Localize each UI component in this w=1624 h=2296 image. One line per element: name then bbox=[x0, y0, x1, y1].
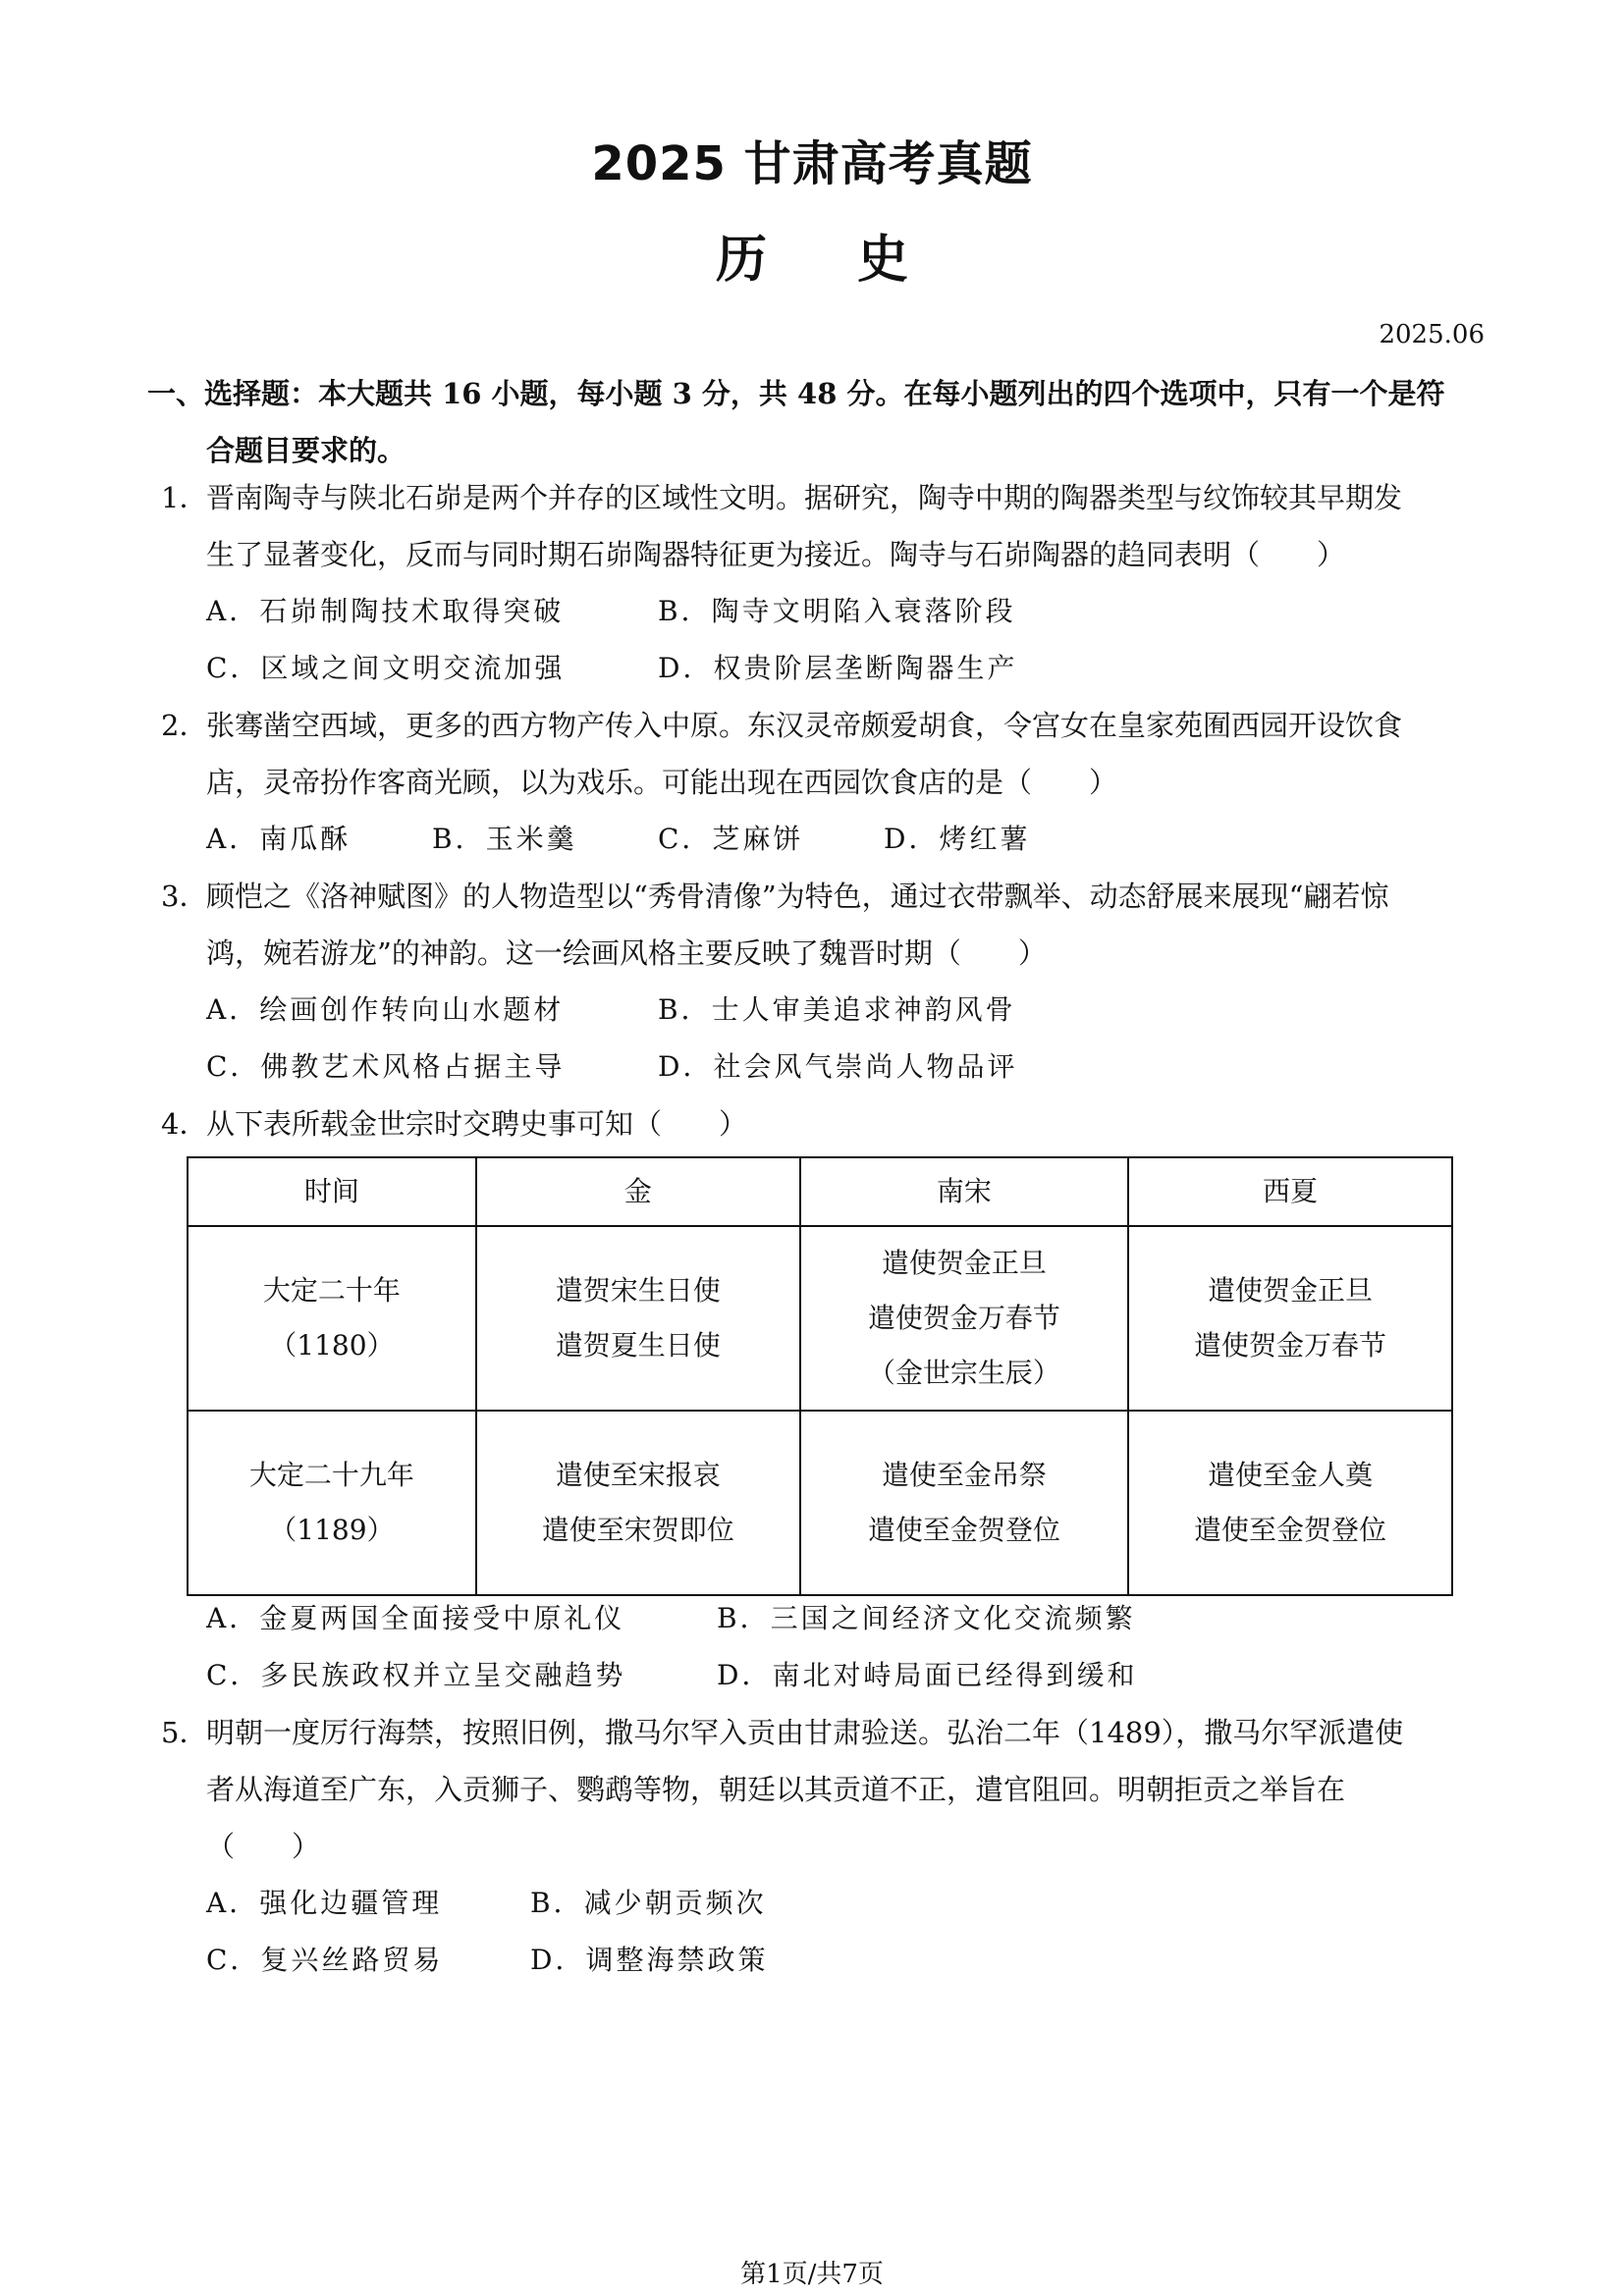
option-b: B．陶寺文明陷入衰落阶段 bbox=[658, 595, 1016, 627]
cell-line: 遣使至宋报哀 bbox=[555, 1459, 721, 1491]
question-text-line1: 晋南陶寺与陕北石峁是两个并存的区域性文明。据研究，陶寺中期的陶器类型与纹饰较其早期发 bbox=[206, 481, 1403, 514]
cell-line: 大定二十年 bbox=[262, 1274, 401, 1307]
cell-line: 遣使至宋贺即位 bbox=[541, 1514, 734, 1546]
question-2-options bbox=[206, 811, 1030, 868]
question-text-line2: 店，灵帝扮作客商光顾，以为戏乐。可能出现在西园饮食店的是（ ） bbox=[206, 766, 1118, 799]
question-text-line2: 鸿，婉若游龙”的神韵。这一绘画风格主要反映了魏晋时期（ ） bbox=[206, 936, 1047, 970]
question-1-options bbox=[206, 583, 1017, 697]
question-text-line2: 生了显著变化，反而与同时期石峁陶器特征更为接近。陶寺与石峁陶器的趋同表明（ ） bbox=[206, 538, 1346, 571]
question-3-options bbox=[206, 982, 1017, 1095]
question-2 bbox=[161, 697, 1496, 811]
question-5-options bbox=[206, 1875, 768, 1989]
table-row bbox=[188, 1226, 1452, 1411]
cell-line: 大定二十九年 bbox=[248, 1459, 414, 1491]
table-row bbox=[188, 1411, 1452, 1595]
question-number: 4． bbox=[161, 1107, 208, 1141]
question-text-line1: 明朝一度厉行海禁，按照旧例，撒马尔罕入贡由甘肃验送。弘治二年（1489），撒马尔罕派遣使 bbox=[206, 1716, 1404, 1749]
cell-line: 遣使贺金万春节 bbox=[1194, 1329, 1387, 1362]
option-a: A．金夏两国全面接受中原礼仪 bbox=[206, 1602, 625, 1634]
section-heading bbox=[147, 365, 1492, 479]
table-header-row bbox=[188, 1157, 1452, 1226]
cell-line: 遣使至金贺登位 bbox=[1194, 1514, 1387, 1546]
table-cell bbox=[800, 1411, 1128, 1595]
table-header-cell: 时间 bbox=[188, 1157, 476, 1226]
option-d: D．权贵阶层垄断陶器生产 bbox=[658, 652, 1018, 684]
subject-char-2: 史 bbox=[857, 231, 909, 290]
cell-line: 遣使贺金正旦 bbox=[1208, 1274, 1374, 1307]
subject-title bbox=[0, 218, 1624, 292]
question-number: 1． bbox=[161, 481, 208, 514]
table-cell bbox=[476, 1411, 800, 1595]
cell-line: 遣使至金吊祭 bbox=[881, 1459, 1047, 1491]
option-a: A．石峁制陶技术取得突破 bbox=[206, 595, 565, 627]
table-header-cell: 西夏 bbox=[1128, 1157, 1452, 1226]
table-cell bbox=[800, 1226, 1128, 1411]
section-heading-line1: 一、选择题：本大题共 16 小题，每小题 3 分，共 48 分。在每小题列出的四个选项中，只有一个是符 bbox=[147, 377, 1445, 410]
table-cell bbox=[1128, 1411, 1452, 1595]
cell-line: 遣贺夏生日使 bbox=[555, 1329, 721, 1362]
question-text-line1: 顾恺之《洛神赋图》的人物造型以“秀骨清像”为特色，通过衣带飘举、动态舒展来展现“翩若惊 bbox=[206, 880, 1389, 913]
question-text-line1: 从下表所载金世宗时交聘史事可知（ ） bbox=[206, 1107, 748, 1141]
option-d: D．社会风气崇尚人物品评 bbox=[658, 1050, 1018, 1083]
cell-line: 遣使至金贺登位 bbox=[867, 1514, 1060, 1546]
question-3 bbox=[161, 868, 1496, 982]
question-text-line1: 张骞凿空西域，更多的西方物产传入中原。东汉灵帝颇爱胡食，令宫女在皇家苑囿西园开设饮食 bbox=[206, 709, 1403, 742]
question-text-line2: 者从海道至广东，入贡狮子、鹦鹉等物，朝廷以其贡道不正，遣官阻回。明朝拒贡之举旨在 bbox=[206, 1773, 1346, 1806]
option-c: C．区域之间文明交流加强 bbox=[206, 652, 566, 684]
question-4 bbox=[161, 1095, 1496, 1152]
question-number: 5． bbox=[161, 1716, 208, 1749]
option-b: B．玉米羹 bbox=[432, 823, 577, 855]
exam-date: 2025.06 bbox=[1379, 320, 1485, 349]
option-d: D．烤红薯 bbox=[884, 823, 1031, 855]
cell-line: （金世宗生辰） bbox=[867, 1357, 1060, 1389]
option-a: A．绘画创作转向山水题材 bbox=[206, 993, 565, 1026]
cell-line: 遣使贺金正旦 bbox=[881, 1247, 1047, 1279]
question-4-options bbox=[206, 1590, 1137, 1704]
question-number: 3． bbox=[161, 880, 208, 913]
option-c: C．佛教艺术风格占据主导 bbox=[206, 1050, 566, 1083]
option-c: C．复兴丝路贸易 bbox=[206, 1944, 444, 1976]
table-cell bbox=[476, 1226, 800, 1411]
question-1 bbox=[161, 469, 1496, 583]
table-cell bbox=[188, 1226, 476, 1411]
cell-line: （1189） bbox=[269, 1514, 395, 1546]
cell-line: （1180） bbox=[269, 1329, 395, 1362]
page-title: 2025 甘肃高考真题 bbox=[591, 136, 1033, 191]
table-header-cell: 金 bbox=[476, 1157, 800, 1226]
option-b: B．减少朝贡频次 bbox=[530, 1887, 767, 1919]
diplomacy-table bbox=[187, 1156, 1453, 1596]
option-a: A．南瓜酥 bbox=[206, 823, 352, 855]
option-d: D．调整海禁政策 bbox=[530, 1944, 769, 1976]
question-number: 2． bbox=[161, 709, 208, 742]
option-c: C．多民族政权并立呈交融趋势 bbox=[206, 1659, 626, 1691]
cell-line: 遣贺宋生日使 bbox=[555, 1274, 721, 1307]
cell-line: 遣使至金人奠 bbox=[1208, 1459, 1374, 1491]
option-b: B．士人审美追求神韵风骨 bbox=[658, 993, 1016, 1026]
question-5 bbox=[161, 1704, 1496, 1875]
option-c: C．芝麻饼 bbox=[658, 823, 804, 855]
question-text-line3: （ ） bbox=[206, 1830, 321, 1863]
table-cell bbox=[188, 1411, 476, 1595]
page-footer: 第1页/共7页 bbox=[740, 2260, 884, 2289]
option-b: B．三国之间经济文化交流频繁 bbox=[717, 1602, 1136, 1634]
section-heading-line2: 合题目要求的。 bbox=[206, 434, 406, 467]
subject-char-1: 历 bbox=[715, 231, 767, 290]
option-a: A．强化边疆管理 bbox=[206, 1887, 443, 1919]
table-header-cell: 南宋 bbox=[800, 1157, 1128, 1226]
cell-line: 遣使贺金万春节 bbox=[867, 1302, 1060, 1334]
table-cell bbox=[1128, 1226, 1452, 1411]
option-d: D．南北对峙局面已经得到缓和 bbox=[717, 1659, 1138, 1691]
